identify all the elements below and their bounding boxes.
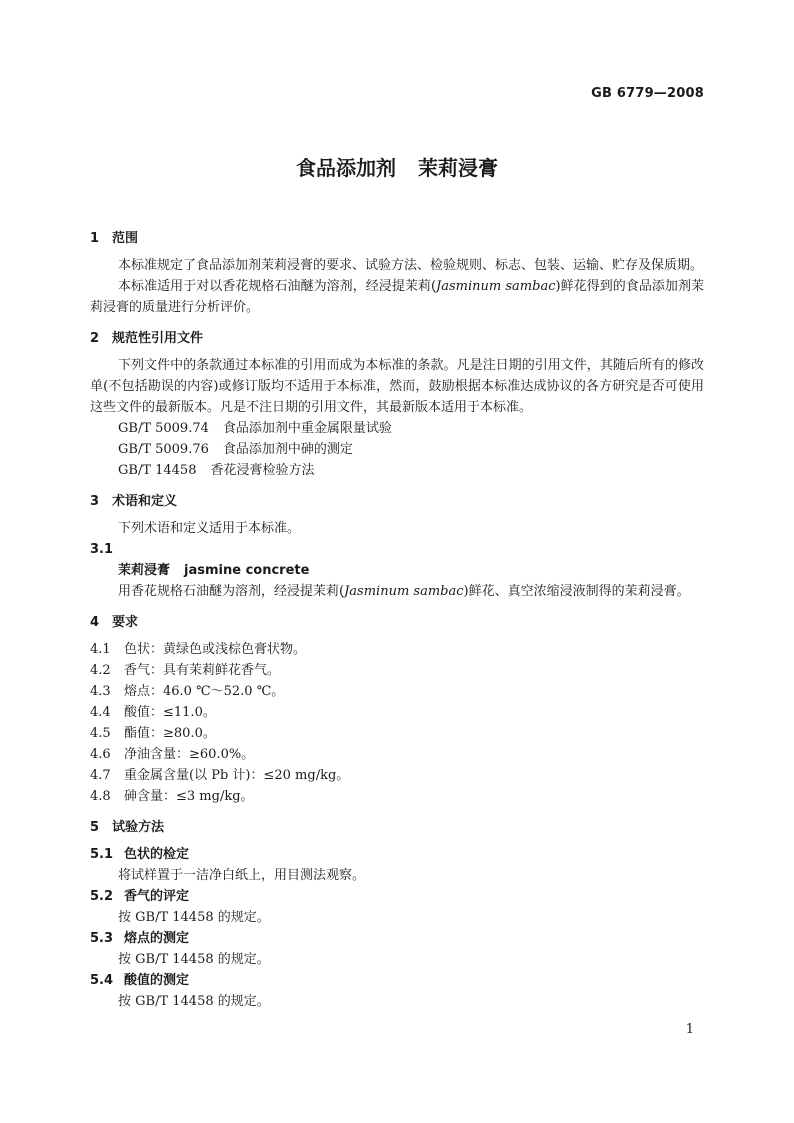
requirement-item xyxy=(90,660,704,681)
term-number: 3.1 xyxy=(90,542,114,557)
page-number: 1 xyxy=(685,1022,694,1037)
term-definition xyxy=(90,581,704,602)
text-run: )鲜花、真空浓缩浸液制得的茉莉浸膏。 xyxy=(463,584,690,599)
requirement-item xyxy=(90,765,704,786)
subsection-title: 香气的评定 xyxy=(124,889,190,904)
latin-name: Jasminum sambac xyxy=(436,279,556,294)
text-run: 本标准适用于对以香花规格石油醚为溶剂，经浸提茉莉( xyxy=(118,279,437,294)
subsection-title: 色状的检定 xyxy=(124,847,190,862)
clause-number: 4.1 xyxy=(90,642,111,657)
requirement-item xyxy=(90,681,704,702)
section-2-heading xyxy=(90,328,704,349)
clause-number: 5.4 xyxy=(90,973,114,988)
standard-code: GB 6779—2008 xyxy=(591,86,704,101)
text-run: )鲜花得到的食品添加剂茉莉浸膏的质量进行分析评价。 xyxy=(90,279,704,315)
document-body xyxy=(90,218,704,1012)
title-part-2: 茉莉浸膏 xyxy=(418,156,498,180)
method-text: 按 GB/T 14458 的规定。 xyxy=(118,952,270,967)
reference-item xyxy=(90,418,704,439)
clause-number: 4.5 xyxy=(90,726,111,741)
section-1-heading xyxy=(90,228,704,249)
term-entry xyxy=(90,560,704,581)
subsection-heading xyxy=(90,928,704,949)
requirement-text: 酯值：≥80.0。 xyxy=(124,726,216,741)
clause-number: 4.6 xyxy=(90,747,111,762)
section-title: 术语和定义 xyxy=(112,494,178,509)
requirement-item xyxy=(90,723,704,744)
section-3-heading xyxy=(90,491,704,512)
subsection-title: 酸值的测定 xyxy=(124,973,190,988)
clause-number: 4.8 xyxy=(90,789,111,804)
section-number: 1 xyxy=(90,231,100,246)
clause-number: 4.7 xyxy=(90,768,111,783)
scope-paragraph-2 xyxy=(90,276,704,318)
section-number: 3 xyxy=(90,494,100,509)
requirement-item xyxy=(90,744,704,765)
method-text: 按 GB/T 14458 的规定。 xyxy=(118,994,270,1009)
reference-title: 香花浸膏检验方法 xyxy=(210,463,315,478)
clause-number: 5.1 xyxy=(90,847,114,862)
clause-number: 5.2 xyxy=(90,889,114,904)
requirement-text: 熔点：46.0 ℃～52.0 ℃。 xyxy=(124,684,285,699)
section-5-heading xyxy=(90,817,704,838)
reference-code: GB/T 5009.74 xyxy=(118,421,209,436)
requirement-text: 香气：具有茉莉鲜花香气。 xyxy=(124,663,281,678)
section-number: 5 xyxy=(90,820,100,835)
requirement-item xyxy=(90,786,704,807)
requirement-text: 砷含量：≤3 mg/kg。 xyxy=(124,789,254,804)
section-number: 4 xyxy=(90,615,100,630)
latin-name: Jasminum sambac xyxy=(344,584,464,599)
scope-paragraph-1: 本标准规定了食品添加剂茉莉浸膏的要求、试验方法、检验规则、标志、包装、运输、贮存及保质期。 xyxy=(118,258,704,273)
subsection-heading xyxy=(90,970,704,991)
reference-item xyxy=(90,460,704,481)
document-title xyxy=(0,152,794,181)
requirement-text: 重金属含量(以 Pb 计)：≤20 mg/kg。 xyxy=(124,768,350,783)
requirement-item xyxy=(90,702,704,723)
text-run: 用香花规格石油醚为溶剂，经浸提茉莉( xyxy=(118,584,345,599)
section-number: 2 xyxy=(90,331,100,346)
requirement-text: 色状：黄绿色或浅棕色膏状物。 xyxy=(124,642,307,657)
clause-number: 5.3 xyxy=(90,931,114,946)
subsection-heading xyxy=(90,844,704,865)
method-text: 将试样置于一洁净白纸上，用目测法观察。 xyxy=(118,868,366,883)
reference-item xyxy=(90,439,704,460)
subsection-heading xyxy=(90,886,704,907)
title-part-1: 食品添加剂 xyxy=(296,156,396,180)
section-title: 试验方法 xyxy=(112,820,165,835)
section-title: 范围 xyxy=(112,231,139,246)
requirement-text: 净油含量：≥60.0%。 xyxy=(124,747,255,762)
reference-title: 食品添加剂中重金属限量试验 xyxy=(222,421,392,436)
terms-paragraph: 下列术语和定义适用于本标准。 xyxy=(118,521,301,536)
section-title: 要求 xyxy=(112,615,139,630)
reference-title: 食品添加剂中砷的测定 xyxy=(222,442,353,457)
term-chinese: 茉莉浸膏 xyxy=(118,563,171,578)
term-english: jasmine concrete xyxy=(184,563,310,578)
section-4-heading xyxy=(90,612,704,633)
references-paragraph: 下列文件中的条款通过本标准的引用而成为本标准的条款。凡是注日期的引用文件，其随后所有的修改单(不包括勘误的内容)或修订版均不适用于本标准，然而，鼓励根据本标准达成协议的各方研究是否可使用这些文件的最新版本。凡是不注日期的引用文件，其最新版本适用于本标准。 xyxy=(90,358,704,415)
reference-code: GB/T 5009.76 xyxy=(118,442,209,457)
section-title: 规范性引用文件 xyxy=(112,331,204,346)
reference-code: GB/T 14458 xyxy=(118,463,197,478)
clause-number: 4.4 xyxy=(90,705,111,720)
requirement-text: 酸值：≤11.0。 xyxy=(124,705,216,720)
subsection-title: 熔点的测定 xyxy=(124,931,190,946)
clause-number: 4.3 xyxy=(90,684,111,699)
clause-number: 4.2 xyxy=(90,663,111,678)
requirement-item xyxy=(90,639,704,660)
method-text: 按 GB/T 14458 的规定。 xyxy=(118,910,270,925)
